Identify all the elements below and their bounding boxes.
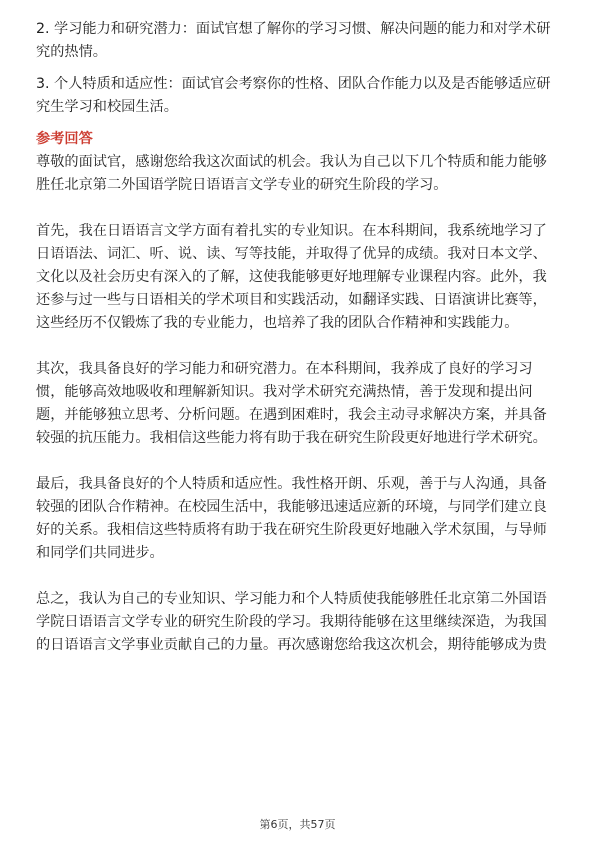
criteria-item-3 [36,73,558,119]
text-line: 首先，我在日语语言文学方面有着扎实的专业知识。在本科期间，我系统地学习了 [36,223,547,239]
text-line: 文化以及社会历史有深入的了解，这使我能够更好地理解专业课程内容。此外，我 [36,269,547,285]
text-line: 总之，我认为自己的专业知识、学习能力和个人特质使我能够胜任北京第二外国语 [36,591,547,607]
criteria-item-2 [36,18,558,64]
answer-paragraph-3 [36,358,558,450]
text-line: 惯，能够高效地吸收和理解新知识。我对学术研究充满热情，善于发现和提出问 [36,384,533,400]
text-line: 学院日语语言文学专业的研究生阶段的学习。我期待能够在这里继续深造，为我国 [36,614,547,630]
text-line: 好的关系。我相信这些特质将有助于我在研究生阶段更好地融入学术氛围，与导师 [36,522,547,538]
answer-paragraph-2 [36,220,558,335]
page-number: 第6页，共57页 [259,818,336,831]
text-line: 日语语法、词汇、听、说、读、写等技能，并取得了优异的成绩。我对日本文学、 [36,246,547,262]
answer-paragraph-4 [36,473,558,565]
text-line: 和同学们共同进步。 [36,545,164,561]
text-line: 胜任北京第二外国语学院日语语言文学专业的研究生阶段的学习。 [36,177,448,193]
text-line: 题，并能够独立思考、分析问题。在遇到困难时，我会主动寻求解决方案，并具备 [36,407,547,423]
text-line: 尊敬的面试官，感谢您给我这次面试的机会。我认为自己以下几个特质和能力能够 [36,154,547,170]
text-line: 较强的团队合作精神。在校园生活中，我能够迅速适应新的环境，与同学们建立良 [36,499,547,515]
text-line: 其次，我具备良好的学习能力和研究潜力。在本科期间，我养成了良好的学习习 [36,361,533,377]
text-line: 3. 个人特质和适应性：面试官会考察你的性格、团队合作能力以及是否能够适应研 [36,76,551,92]
answer-paragraph-1 [36,151,558,197]
document-page [36,18,558,657]
text-line: 最后，我具备良好的个人特质和适应性。我性格开朗、乐观，善于与人沟通，具备 [36,476,547,492]
answer-heading: 参考回答 [36,131,93,147]
text-line: 2. 学习能力和研究潜力：面试官想了解你的学习习惯、解决问题的能力和对学术研 [36,21,551,37]
text-line: 还参与过一些与日语相关的学术项目和实践活动，如翻译实践、日语演讲比赛等， [36,292,547,308]
criteria-list [36,18,558,119]
text-line: 的日语语言文学事业贡献自己的力量。再次感谢您给我这次机会，期待能够成为贵 [36,637,547,653]
text-line: 这些经历不仅锻炼了我的专业能力，也培养了我的团队合作精神和实践能力。 [36,315,519,331]
text-line: 究生学习和校园生活。 [36,99,178,115]
text-line: 究的热情。 [36,44,107,60]
text-line: 较强的抗压能力。我相信这些能力将有助于我在研究生阶段更好地进行学术研究。 [36,430,547,446]
answer-paragraph-5 [36,588,558,657]
